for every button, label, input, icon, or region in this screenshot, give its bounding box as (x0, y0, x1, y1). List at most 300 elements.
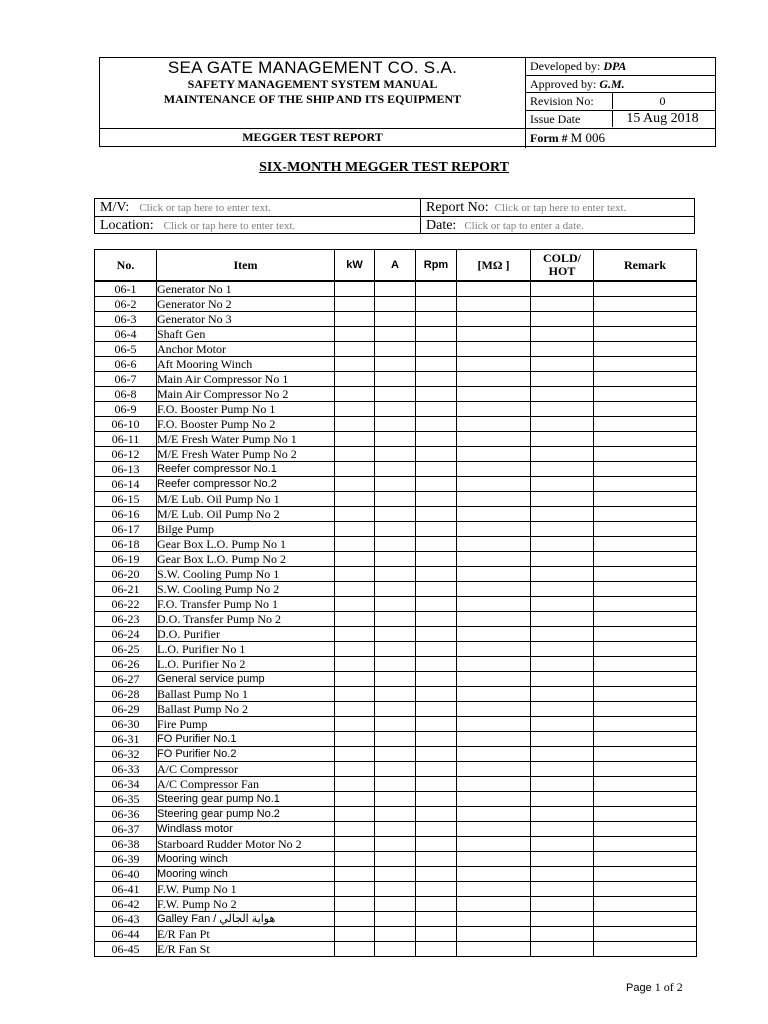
kw-cell[interactable] (335, 417, 375, 432)
location-field[interactable] (100, 217, 295, 234)
remark-cell[interactable] (594, 777, 697, 792)
a-cell[interactable] (375, 837, 416, 852)
approved-by-label: Approved by: (530, 76, 597, 91)
megohm-cell[interactable] (457, 507, 531, 522)
kw-cell[interactable] (335, 312, 375, 327)
remark-cell[interactable] (594, 567, 697, 582)
megohm-cell[interactable] (457, 777, 531, 792)
remark-cell[interactable] (594, 762, 697, 777)
kw-cell[interactable] (335, 297, 375, 312)
cold-hot-cell[interactable] (531, 507, 594, 522)
megohm-cell[interactable] (457, 612, 531, 627)
megohm-cell[interactable] (457, 567, 531, 582)
kw-cell[interactable] (335, 687, 375, 702)
a-cell[interactable] (375, 597, 416, 612)
row-number: 06-25 (95, 642, 157, 657)
a-cell[interactable] (375, 297, 416, 312)
a-cell[interactable] (375, 747, 416, 762)
megohm-cell[interactable] (457, 792, 531, 807)
rpm-cell[interactable] (416, 447, 457, 462)
a-cell[interactable] (375, 612, 416, 627)
remark-cell[interactable] (594, 477, 697, 492)
cold-hot-cell[interactable] (531, 732, 594, 747)
cold-hot-cell[interactable] (531, 492, 594, 507)
cold-hot-cell[interactable] (531, 822, 594, 837)
a-cell[interactable] (375, 567, 416, 582)
remark-cell[interactable] (594, 552, 697, 567)
megohm-cell[interactable] (457, 477, 531, 492)
cold-hot-cell[interactable] (531, 312, 594, 327)
rpm-cell[interactable] (416, 582, 457, 597)
megohm-cell[interactable] (457, 372, 531, 387)
kw-cell[interactable] (335, 387, 375, 402)
cold-hot-cell[interactable] (531, 837, 594, 852)
a-cell[interactable] (375, 777, 416, 792)
a-cell[interactable] (375, 372, 416, 387)
table-row (95, 372, 697, 387)
remark-cell[interactable] (594, 732, 697, 747)
rpm-cell[interactable] (416, 657, 457, 672)
table-row (95, 807, 697, 822)
kw-cell[interactable] (335, 837, 375, 852)
col-header-item: Item (157, 250, 335, 282)
kw-cell[interactable] (335, 642, 375, 657)
kw-cell[interactable] (335, 281, 375, 297)
cold-hot-cell[interactable] (531, 297, 594, 312)
cold-hot-cell[interactable] (531, 942, 594, 957)
cold-hot-cell[interactable] (531, 372, 594, 387)
rpm-cell[interactable] (416, 822, 457, 837)
megohm-cell[interactable] (457, 342, 531, 357)
remark-cell[interactable] (594, 312, 697, 327)
cold-hot-cell[interactable] (531, 327, 594, 342)
kw-cell[interactable] (335, 597, 375, 612)
kw-cell[interactable] (335, 462, 375, 477)
a-cell[interactable] (375, 357, 416, 372)
kw-cell[interactable] (335, 882, 375, 897)
remark-cell[interactable] (594, 297, 697, 312)
megohm-cell[interactable] (457, 387, 531, 402)
cold-hot-cell[interactable] (531, 447, 594, 462)
remark-cell[interactable] (594, 822, 697, 837)
rpm-cell[interactable] (416, 537, 457, 552)
kw-cell[interactable] (335, 342, 375, 357)
kw-cell[interactable] (335, 792, 375, 807)
row-number: 06-3 (95, 312, 157, 327)
rpm-cell[interactable] (416, 492, 457, 507)
megohm-cell[interactable] (457, 822, 531, 837)
kw-cell[interactable] (335, 672, 375, 687)
kw-cell[interactable] (335, 327, 375, 342)
rpm-cell[interactable] (416, 897, 457, 912)
megohm-cell[interactable] (457, 687, 531, 702)
cold-hot-cell[interactable] (531, 597, 594, 612)
a-cell[interactable] (375, 477, 416, 492)
date-input[interactable]: Click or tap to enter a date. (464, 220, 584, 232)
cold-hot-cell[interactable] (531, 807, 594, 822)
megohm-cell[interactable] (457, 537, 531, 552)
cold-hot-cell[interactable] (531, 702, 594, 717)
a-cell[interactable] (375, 672, 416, 687)
remark-cell[interactable] (594, 447, 697, 462)
cold-hot-cell[interactable] (531, 762, 594, 777)
cold-hot-cell[interactable] (531, 417, 594, 432)
a-cell[interactable] (375, 402, 416, 417)
table-row (95, 447, 697, 462)
megohm-cell[interactable] (457, 702, 531, 717)
rpm-cell[interactable] (416, 597, 457, 612)
rpm-cell[interactable] (416, 507, 457, 522)
rpm-cell[interactable] (416, 552, 457, 567)
table-header-row (95, 250, 697, 282)
remark-cell[interactable] (594, 792, 697, 807)
megohm-cell[interactable] (457, 657, 531, 672)
megohm-cell[interactable] (457, 807, 531, 822)
a-cell[interactable] (375, 897, 416, 912)
megohm-cell[interactable] (457, 582, 531, 597)
a-cell[interactable] (375, 687, 416, 702)
report-no-field[interactable] (426, 199, 626, 216)
megohm-cell[interactable] (457, 522, 531, 537)
rpm-cell[interactable] (416, 912, 457, 927)
megohm-cell[interactable] (457, 597, 531, 612)
a-cell[interactable] (375, 582, 416, 597)
megohm-cell[interactable] (457, 642, 531, 657)
megohm-cell[interactable] (457, 927, 531, 942)
kw-cell[interactable] (335, 927, 375, 942)
kw-cell[interactable] (335, 447, 375, 462)
remark-cell[interactable] (594, 327, 697, 342)
kw-cell[interactable] (335, 942, 375, 957)
a-cell[interactable] (375, 627, 416, 642)
document-header (99, 57, 716, 147)
kw-cell[interactable] (335, 747, 375, 762)
remark-cell[interactable] (594, 852, 697, 867)
megohm-cell[interactable] (457, 897, 531, 912)
remark-cell[interactable] (594, 942, 697, 957)
megohm-cell[interactable] (457, 852, 531, 867)
kw-cell[interactable] (335, 852, 375, 867)
row-item: Gear Box L.O. Pump No 1 (157, 537, 335, 552)
megohm-cell[interactable] (457, 837, 531, 852)
row-item: FO Purifier No.1 (157, 732, 335, 747)
kw-cell[interactable] (335, 777, 375, 792)
remark-cell[interactable] (594, 582, 697, 597)
a-cell[interactable] (375, 927, 416, 942)
megohm-cell[interactable] (457, 297, 531, 312)
remark-cell[interactable] (594, 372, 697, 387)
a-cell[interactable] (375, 552, 416, 567)
rpm-cell[interactable] (416, 747, 457, 762)
cold-hot-cell[interactable] (531, 777, 594, 792)
cold-hot-cell[interactable] (531, 387, 594, 402)
megohm-cell[interactable] (457, 357, 531, 372)
megohm-cell[interactable] (457, 552, 531, 567)
rpm-cell[interactable] (416, 357, 457, 372)
megohm-cell[interactable] (457, 942, 531, 957)
rpm-cell[interactable] (416, 702, 457, 717)
remark-cell[interactable] (594, 837, 697, 852)
a-cell[interactable] (375, 447, 416, 462)
kw-cell[interactable] (335, 507, 375, 522)
megohm-cell[interactable] (457, 882, 531, 897)
date-field[interactable] (426, 217, 584, 234)
remark-cell[interactable] (594, 882, 697, 897)
mv-field[interactable] (100, 199, 271, 216)
rpm-cell[interactable] (416, 777, 457, 792)
cold-hot-cell[interactable] (531, 432, 594, 447)
megohm-cell[interactable] (457, 672, 531, 687)
rpm-cell[interactable] (416, 732, 457, 747)
kw-cell[interactable] (335, 717, 375, 732)
a-cell[interactable] (375, 882, 416, 897)
cold-hot-cell[interactable] (531, 867, 594, 882)
rpm-cell[interactable] (416, 807, 457, 822)
remark-cell[interactable] (594, 627, 697, 642)
row-item: Windlass motor (157, 822, 335, 837)
location-input[interactable]: Click or tap here to enter text. (163, 220, 296, 232)
cold-hot-cell[interactable] (531, 357, 594, 372)
kw-cell[interactable] (335, 732, 375, 747)
remark-cell[interactable] (594, 402, 697, 417)
a-cell[interactable] (375, 432, 416, 447)
megohm-cell[interactable] (457, 627, 531, 642)
megohm-cell[interactable] (457, 462, 531, 477)
rpm-cell[interactable] (416, 402, 457, 417)
cold-hot-cell[interactable] (531, 522, 594, 537)
a-cell[interactable] (375, 912, 416, 927)
remark-cell[interactable] (594, 612, 697, 627)
kw-cell[interactable] (335, 762, 375, 777)
kw-cell[interactable] (335, 627, 375, 642)
a-cell[interactable] (375, 522, 416, 537)
remark-cell[interactable] (594, 522, 697, 537)
rpm-cell[interactable] (416, 281, 457, 297)
rpm-cell[interactable] (416, 717, 457, 732)
megohm-cell[interactable] (457, 432, 531, 447)
cold-hot-cell[interactable] (531, 897, 594, 912)
rpm-cell[interactable] (416, 372, 457, 387)
a-cell[interactable] (375, 657, 416, 672)
rpm-cell[interactable] (416, 462, 457, 477)
a-cell[interactable] (375, 867, 416, 882)
remark-cell[interactable] (594, 672, 697, 687)
rpm-cell[interactable] (416, 882, 457, 897)
kw-cell[interactable] (335, 807, 375, 822)
a-cell[interactable] (375, 717, 416, 732)
rpm-cell[interactable] (416, 837, 457, 852)
kw-cell[interactable] (335, 912, 375, 927)
remark-cell[interactable] (594, 507, 697, 522)
megohm-cell[interactable] (457, 417, 531, 432)
a-cell[interactable] (375, 702, 416, 717)
a-cell[interactable] (375, 417, 416, 432)
a-cell[interactable] (375, 327, 416, 342)
megohm-cell[interactable] (457, 747, 531, 762)
rpm-cell[interactable] (416, 942, 457, 957)
remark-cell[interactable] (594, 357, 697, 372)
kw-cell[interactable] (335, 402, 375, 417)
a-cell[interactable] (375, 387, 416, 402)
a-cell[interactable] (375, 942, 416, 957)
megohm-cell[interactable] (457, 447, 531, 462)
remark-cell[interactable] (594, 462, 697, 477)
kw-cell[interactable] (335, 657, 375, 672)
remark-cell[interactable] (594, 912, 697, 927)
cold-hot-cell[interactable] (531, 281, 594, 297)
kw-cell[interactable] (335, 372, 375, 387)
megohm-cell[interactable] (457, 717, 531, 732)
report-no-input[interactable]: Click or tap here to enter text. (494, 202, 627, 214)
cold-hot-cell[interactable] (531, 912, 594, 927)
remark-cell[interactable] (594, 927, 697, 942)
cold-hot-cell[interactable] (531, 612, 594, 627)
a-cell[interactable] (375, 732, 416, 747)
megohm-cell[interactable] (457, 732, 531, 747)
rpm-cell[interactable] (416, 567, 457, 582)
row-item: M/E Fresh Water Pump No 2 (157, 447, 335, 462)
kw-cell[interactable] (335, 582, 375, 597)
a-cell[interactable] (375, 792, 416, 807)
remark-cell[interactable] (594, 867, 697, 882)
cold-hot-cell[interactable] (531, 462, 594, 477)
megohm-cell[interactable] (457, 281, 531, 297)
cold-hot-cell[interactable] (531, 552, 594, 567)
rpm-cell[interactable] (416, 792, 457, 807)
rpm-cell[interactable] (416, 867, 457, 882)
cold-hot-cell[interactable] (531, 537, 594, 552)
remark-cell[interactable] (594, 657, 697, 672)
cold-hot-cell[interactable] (531, 657, 594, 672)
rpm-cell[interactable] (416, 642, 457, 657)
cold-hot-cell[interactable] (531, 747, 594, 762)
rpm-cell[interactable] (416, 522, 457, 537)
row-item: Main Air Compressor No 2 (157, 387, 335, 402)
a-cell[interactable] (375, 342, 416, 357)
cold-hot-cell[interactable] (531, 852, 594, 867)
rpm-cell[interactable] (416, 672, 457, 687)
rpm-cell[interactable] (416, 342, 457, 357)
cold-hot-cell[interactable] (531, 627, 594, 642)
cold-hot-cell[interactable] (531, 882, 594, 897)
cold-hot-cell[interactable] (531, 687, 594, 702)
remark-cell[interactable] (594, 642, 697, 657)
remark-cell[interactable] (594, 687, 697, 702)
rpm-cell[interactable] (416, 297, 457, 312)
kw-cell[interactable] (335, 552, 375, 567)
rpm-cell[interactable] (416, 612, 457, 627)
remark-cell[interactable] (594, 597, 697, 612)
rpm-cell[interactable] (416, 687, 457, 702)
a-cell[interactable] (375, 492, 416, 507)
remark-cell[interactable] (594, 281, 697, 297)
rpm-cell[interactable] (416, 477, 457, 492)
col-header-a: A (375, 250, 416, 282)
remark-cell[interactable] (594, 807, 697, 822)
remark-cell[interactable] (594, 747, 697, 762)
a-cell[interactable] (375, 822, 416, 837)
a-cell[interactable] (375, 312, 416, 327)
rpm-cell[interactable] (416, 852, 457, 867)
a-cell[interactable] (375, 462, 416, 477)
cold-hot-cell[interactable] (531, 672, 594, 687)
remark-cell[interactable] (594, 417, 697, 432)
rpm-cell[interactable] (416, 417, 457, 432)
remark-cell[interactable] (594, 342, 697, 357)
kw-cell[interactable] (335, 822, 375, 837)
rpm-cell[interactable] (416, 627, 457, 642)
kw-cell[interactable] (335, 432, 375, 447)
rpm-cell[interactable] (416, 762, 457, 777)
megohm-cell[interactable] (457, 762, 531, 777)
cold-hot-cell[interactable] (531, 642, 594, 657)
remark-cell[interactable] (594, 432, 697, 447)
mv-input[interactable]: Click or tap here to enter text. (139, 202, 271, 214)
remark-cell[interactable] (594, 717, 697, 732)
cold-hot-cell[interactable] (531, 342, 594, 357)
kw-cell[interactable] (335, 867, 375, 882)
row-item: F.O. Booster Pump No 2 (157, 417, 335, 432)
remark-cell[interactable] (594, 492, 697, 507)
table-row (95, 567, 697, 582)
megohm-cell[interactable] (457, 312, 531, 327)
cold-hot-cell[interactable] (531, 567, 594, 582)
kw-cell[interactable] (335, 357, 375, 372)
table-row (95, 627, 697, 642)
rpm-cell[interactable] (416, 927, 457, 942)
cold-hot-cell[interactable] (531, 927, 594, 942)
kw-cell[interactable] (335, 492, 375, 507)
megohm-cell[interactable] (457, 402, 531, 417)
cold-hot-cell[interactable] (531, 792, 594, 807)
rpm-cell[interactable] (416, 387, 457, 402)
kw-cell[interactable] (335, 567, 375, 582)
kw-cell[interactable] (335, 477, 375, 492)
remark-cell[interactable] (594, 537, 697, 552)
a-cell[interactable] (375, 507, 416, 522)
megohm-cell[interactable] (457, 912, 531, 927)
page-label: Page (626, 982, 652, 994)
remark-cell[interactable] (594, 702, 697, 717)
a-cell[interactable] (375, 762, 416, 777)
cold-hot-cell[interactable] (531, 477, 594, 492)
row-number: 06-27 (95, 672, 157, 687)
rpm-cell[interactable] (416, 312, 457, 327)
kw-cell[interactable] (335, 612, 375, 627)
cold-hot-cell[interactable] (531, 402, 594, 417)
developed-by-value: DPA (603, 59, 627, 73)
cold-hot-cell[interactable] (531, 582, 594, 597)
megohm-cell[interactable] (457, 867, 531, 882)
kw-cell[interactable] (335, 897, 375, 912)
a-cell[interactable] (375, 807, 416, 822)
kw-cell[interactable] (335, 522, 375, 537)
rpm-cell[interactable] (416, 327, 457, 342)
kw-cell[interactable] (335, 702, 375, 717)
megohm-cell[interactable] (457, 327, 531, 342)
a-cell[interactable] (375, 642, 416, 657)
rpm-cell[interactable] (416, 432, 457, 447)
megohm-cell[interactable] (457, 492, 531, 507)
remark-cell[interactable] (594, 897, 697, 912)
cold-hot-cell[interactable] (531, 717, 594, 732)
kw-cell[interactable] (335, 537, 375, 552)
a-cell[interactable] (375, 281, 416, 297)
remark-cell[interactable] (594, 387, 697, 402)
row-item: Mooring winch (157, 852, 335, 867)
a-cell[interactable] (375, 852, 416, 867)
a-cell[interactable] (375, 537, 416, 552)
